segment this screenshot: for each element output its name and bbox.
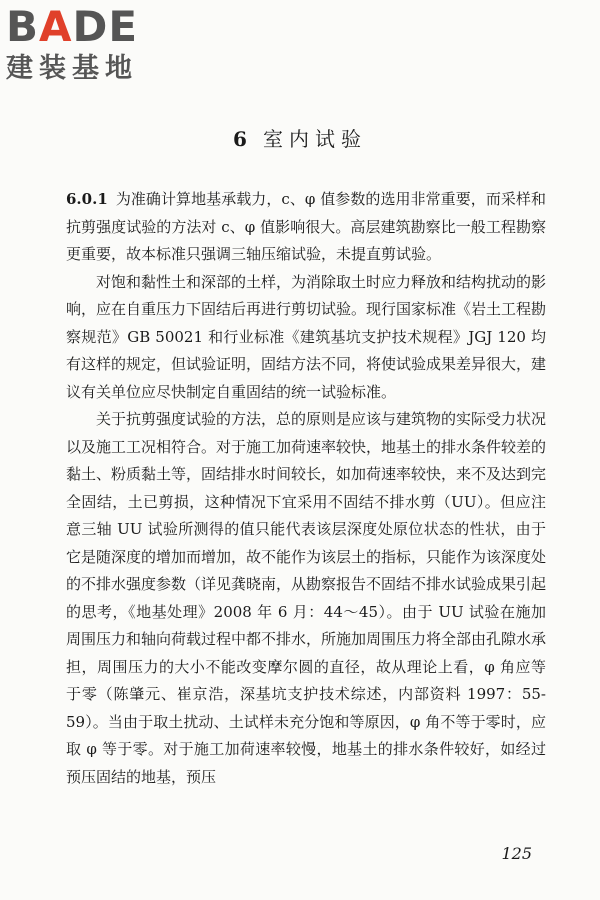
brand-logo xyxy=(6,4,176,84)
page-number: 125 xyxy=(501,844,532,863)
chapter-number: 6 xyxy=(233,127,253,151)
paragraph-1 xyxy=(66,186,546,269)
section-number: 6.0.1 xyxy=(66,190,108,208)
logo-chinese-text: 建装基地 xyxy=(6,53,138,84)
chapter-title xyxy=(0,123,600,152)
body-text xyxy=(66,186,546,791)
logo-letter-b: B xyxy=(6,2,40,51)
chapter-title-text: 室内试验 xyxy=(262,127,367,151)
paragraph-text: 为准确计算地基承载力，c、φ 值参数的选用非常重要，而采样和抗剪强度试验的方法对 c、φ 值影响很大。高层建筑勘察比一般工程勘察更重要，故本标准只强调三轴压缩试验，未提直剪试验。 xyxy=(66,190,546,263)
paragraph-3: 关于抗剪强度试验的方法，总的原则是应该与建筑物的实际受力状况以及施工工况相符合。对于施工加荷速率较快，地基土的排水条件较差的黏土、粉质黏土等，固结排水时间较长，如加荷速率较快，来不及达到完全固结，土已剪损，这种情况下宜采用不固结不排水剪（UU）。但应注意三轴 UU 试验所测得的值只能代表该层深度处原位状态的性状，由于它是随深度的增加而增加，故不能作为该层土的指标，只能作为该深度处的不排水强度参数（详见龚晓南，从勘察报告不固结不排水试验成果引起的思考，《地基处理》2008 年 6 月：44～45）。由于 UU 试验在施加周围压力和轴向荷载过程中都不排水，所施加周围压力将全部由孔隙水承担，周围压力的大小不能改变摩尔圆的直径，故从理论上看，φ 角应等于零（陈肇元、崔京浩，深基坑支护技术综述，内部资料 1997：55-59）。当由于取土扰动、土试样未充分饱和等原因，φ 角不等于零时，应取 φ 等于零。对于施工加荷速率较慢，地基土的排水条件较好，如经过预压固结的地基，预压 xyxy=(66,410,547,786)
logo-letters-de: DE xyxy=(72,2,139,51)
logo-wordmark xyxy=(6,4,176,50)
paragraph-2: 对饱和黏性土和深部的土样，为消除取土时应力释放和结构扰动的影响，应在自重压力下固结后再进行剪切试验。现行国家标准《岩土工程勘察规范》GB 50021 和行业标准《建筑基坑支护技术规程》JGJ 120 均有这样的规定，但试验证明，固结方法不同，将使试验成果差异很大，建议有关单位应尽快制定自重固结的统一试验标准。 xyxy=(66,272,547,401)
logo-letter-a: A xyxy=(39,2,73,51)
